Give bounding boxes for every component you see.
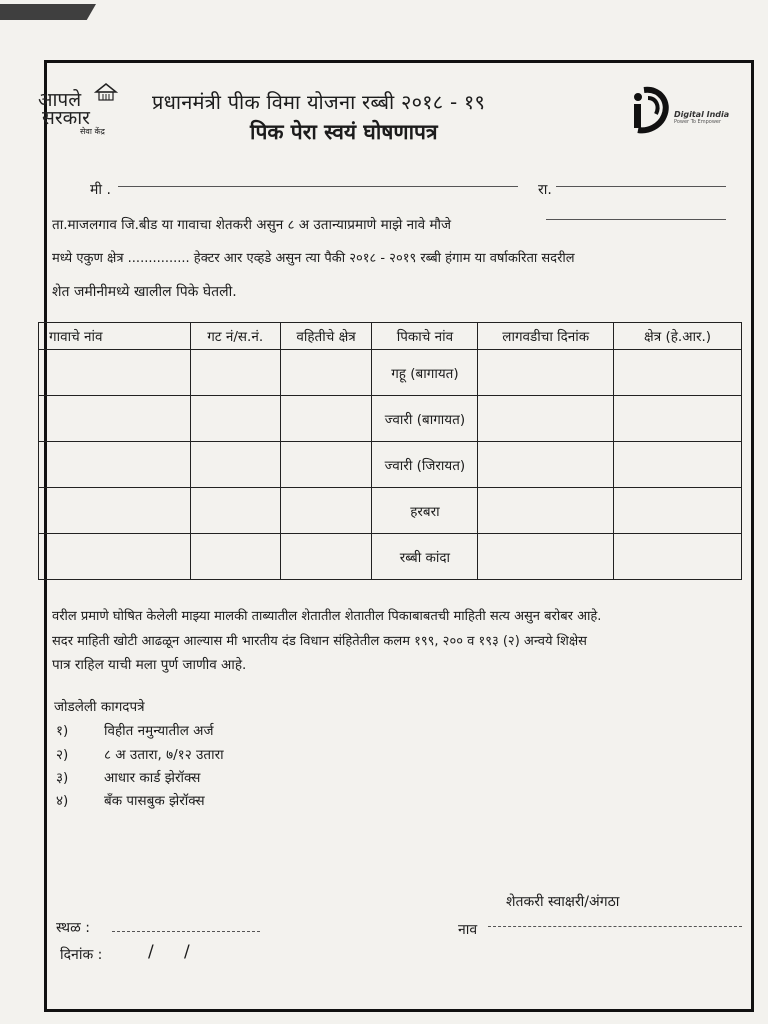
crop-cell: ज्वारी (जिरायत) bbox=[372, 442, 478, 488]
table-row bbox=[39, 396, 742, 442]
aaple-sarkar-logo bbox=[36, 86, 118, 136]
area-cell[interactable] bbox=[280, 534, 372, 580]
col-cultivated-area: वहितीचे क्षेत्र bbox=[280, 323, 372, 350]
col-sowing-date: लागवडीचा दिनांक bbox=[478, 323, 614, 350]
scan-corner-mark bbox=[0, 4, 96, 20]
col-survey-no: गट नं/स.नं. bbox=[190, 323, 280, 350]
logo-left-line2: सरकार bbox=[42, 107, 90, 129]
logo-right-sub: Power To Empower bbox=[674, 119, 722, 125]
village-cell[interactable] bbox=[39, 488, 191, 534]
attachment-num: ४) bbox=[56, 793, 69, 809]
attachment-item: आधार कार्ड झेरॉक्स bbox=[104, 770, 201, 786]
residence-blank bbox=[556, 186, 726, 187]
farmer-name-blank[interactable] bbox=[488, 926, 742, 927]
col-crop-name: पिकाचे नांव bbox=[372, 323, 478, 350]
table-row bbox=[39, 488, 742, 534]
date-separator: / bbox=[184, 942, 190, 962]
logo-right-brand: Digital India bbox=[674, 110, 730, 119]
declaration-line4: शेत जमीनीमध्ये खालील पिके घेतली. bbox=[52, 284, 237, 300]
statement-line1: वरील प्रमाणे घोषित केलेली माझ्या मालकी ताब्यातील शेतातील शेतातील पिकाबाबतची माहिती सत्य असुन बरोबर आहे. bbox=[52, 609, 602, 624]
area-cell[interactable] bbox=[280, 442, 372, 488]
name-label: नाव bbox=[458, 922, 478, 938]
date-cell[interactable] bbox=[478, 350, 614, 396]
place-label: स्थळ : bbox=[56, 920, 90, 936]
date-cell[interactable] bbox=[478, 488, 614, 534]
survey-cell[interactable] bbox=[190, 350, 280, 396]
house-icon bbox=[94, 82, 118, 102]
crop-cell: हरबरा bbox=[372, 488, 478, 534]
statement-line2: सदर माहिती खोटी आढळून आल्यास मी भारतीय दंड विधान संहितेतील कलम १९९, २०० व १९३ (२) अन्वये शिक्षेस bbox=[52, 634, 587, 649]
survey-cell[interactable] bbox=[190, 488, 280, 534]
ra-label: रा. bbox=[538, 182, 552, 198]
hectare-cell[interactable] bbox=[614, 396, 742, 442]
table-row bbox=[39, 442, 742, 488]
digital-india-icon bbox=[626, 84, 672, 136]
village-cell[interactable] bbox=[39, 396, 191, 442]
statement-line3: पात्र राहिल याची मला पुर्ण जाणीव आहे. bbox=[52, 657, 247, 673]
survey-cell[interactable] bbox=[190, 534, 280, 580]
village-blank bbox=[546, 219, 726, 220]
crop-cell: गहू (बागायत) bbox=[372, 350, 478, 396]
crop-cell: ज्वारी (बागायत) bbox=[372, 396, 478, 442]
hectare-cell[interactable] bbox=[614, 534, 742, 580]
form-title: प्रधानमंत्री पीक विमा योजना रब्बी २०१८ - १९ bbox=[152, 90, 486, 114]
village-cell[interactable] bbox=[39, 442, 191, 488]
hectare-cell[interactable] bbox=[614, 350, 742, 396]
attachment-item: ८ अ उतारा, ७/१२ उतारा bbox=[104, 747, 224, 763]
declaration-line3: मध्ये एकुण क्षेत्र ............... हेक्टर आर एव्हडे असुन त्या पैकी २०१८ - २०१९ रब्बी हंगाम या वर्षाकरिता सदरील bbox=[52, 251, 575, 266]
village-cell[interactable] bbox=[39, 350, 191, 396]
form-subtitle: पिक पेरा स्वयं घोषणापत्र bbox=[250, 120, 438, 144]
hectare-cell[interactable] bbox=[614, 488, 742, 534]
declaration-line2: ता.माजलगाव जि.बीड या गावाचा शेतकरी असुन ८ अ उतान्याप्रमाणे माझे नावे मौजे bbox=[52, 217, 452, 233]
village-cell[interactable] bbox=[39, 534, 191, 580]
area-cell[interactable] bbox=[280, 488, 372, 534]
date-separator: / bbox=[148, 942, 154, 962]
attachment-num: २) bbox=[56, 747, 69, 763]
logo-left-line3: सेवा केंद्र bbox=[80, 127, 105, 136]
name-blank bbox=[118, 186, 518, 187]
date-cell[interactable] bbox=[478, 534, 614, 580]
date-cell[interactable] bbox=[478, 442, 614, 488]
logo-left-line1: आपले bbox=[38, 89, 82, 111]
table-row bbox=[39, 350, 742, 396]
table-header-row bbox=[39, 323, 742, 350]
attachments-heading: जोडलेली कागदपत्रे bbox=[54, 699, 145, 715]
place-blank[interactable] bbox=[112, 931, 260, 932]
survey-cell[interactable] bbox=[190, 442, 280, 488]
survey-cell[interactable] bbox=[190, 396, 280, 442]
date-cell[interactable] bbox=[478, 396, 614, 442]
hectare-cell[interactable] bbox=[614, 442, 742, 488]
mi-label: मी . bbox=[90, 182, 111, 198]
attachment-item: बँक पासबुक झेरॉक्स bbox=[104, 793, 205, 809]
attachment-num: १) bbox=[56, 723, 69, 739]
attachment-num: ३) bbox=[56, 770, 69, 786]
crop-cell: रब्बी कांदा bbox=[372, 534, 478, 580]
col-area-hectare: क्षेत्र (हे.आर.) bbox=[614, 323, 742, 350]
signature-label: शेतकरी स्वाक्षरी/अंगठा bbox=[506, 894, 620, 910]
attachment-item: विहीत नमुन्यातील अर्ज bbox=[104, 723, 214, 739]
area-cell[interactable] bbox=[280, 396, 372, 442]
col-village-name: गावाचे नांव bbox=[39, 323, 191, 350]
area-cell[interactable] bbox=[280, 350, 372, 396]
table-row bbox=[39, 534, 742, 580]
date-label: दिनांक : bbox=[60, 947, 103, 963]
digital-india-logo bbox=[626, 84, 736, 140]
crop-table bbox=[38, 322, 742, 580]
